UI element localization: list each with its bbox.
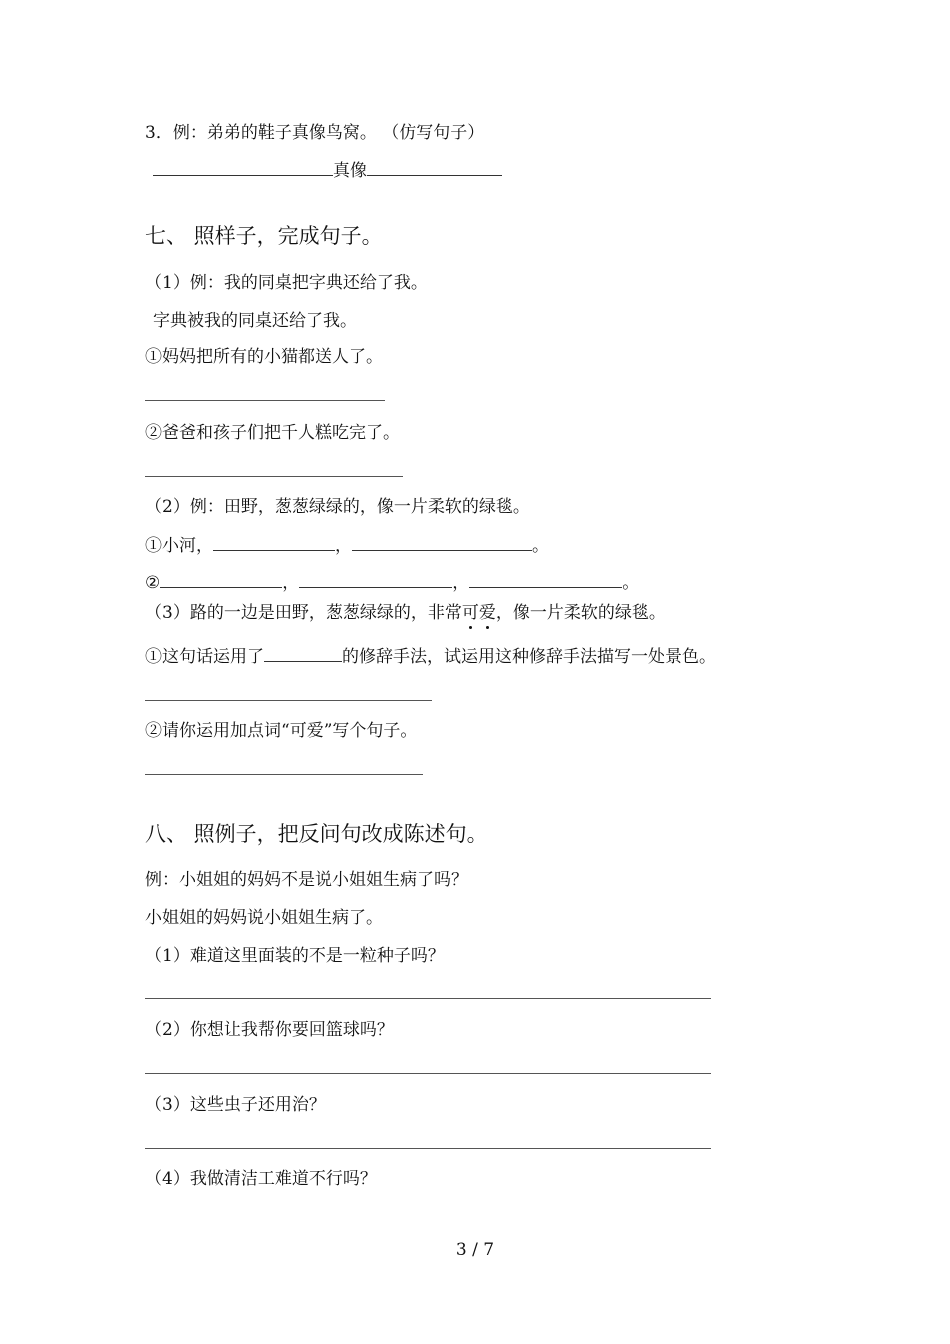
p3-text-part: （3）路的一边是田野，葱葱绿绿的，非常 (145, 603, 462, 623)
section-8-title: 八、 照例子，把反问句改成陈述句。 (145, 822, 488, 846)
q3-prompt: 3．例：弟弟的鞋子真像鸟窝。 （仿写句子） (145, 123, 485, 143)
answer-line[interactable] (145, 1148, 711, 1149)
sec8-item-3: （3）这些虫子还用治？ (145, 1095, 326, 1115)
answer-line[interactable] (145, 476, 403, 477)
sec7-p1-item1: ①妈妈把所有的小猫都送人了。 (145, 347, 383, 367)
fill-blank[interactable] (469, 572, 622, 588)
p3-item1-part: ①这句话运用了 (145, 647, 264, 667)
sec7-p3-text (145, 602, 666, 624)
comma: ， (282, 573, 300, 593)
sec8-item-2: （2）你想让我帮你要回篮球吗？ (145, 1020, 394, 1040)
period: 。 (622, 573, 640, 593)
page-number: 3 / 7 (455, 1240, 495, 1260)
sec7-p1-example: （1）例：我的同桌把字典还给了我。 (145, 273, 428, 293)
emphasis-dot-char: 可 (461, 603, 479, 623)
sec7-p2-item2 (145, 572, 639, 594)
sec7-p1-item2: ②爸爸和孩子们把千人糕吃完了。 (145, 423, 400, 443)
sec8-item-4: （4）我做清洁工难道不行吗？ (145, 1169, 377, 1189)
p3-item1-part: 的修辞手法，试运用这种修辞手法描写一处景色。 (342, 647, 716, 667)
fill-blank[interactable] (352, 535, 532, 551)
sec7-p2-item1 (145, 535, 549, 557)
answer-line[interactable] (145, 1073, 711, 1074)
answer-line[interactable] (145, 400, 385, 401)
section-7-title: 七、 照样子，完成句子。 (145, 224, 383, 248)
period: 。 (532, 536, 549, 556)
q3-fill-line (153, 160, 502, 182)
sec7-p1-answer: 字典被我的同桌还给了我。 (153, 311, 357, 331)
answer-line[interactable] (145, 998, 711, 999)
fill-blank[interactable] (213, 535, 335, 551)
item-start: ② (145, 573, 161, 593)
sec8-item-1: （1）难道这里面装的不是一粒种子吗？ (145, 946, 445, 966)
sec8-example-answer: 小姐姐的妈妈说小姐姐生病了。 (145, 908, 383, 928)
p3-text-part: ，像一片柔软的绿毯。 (495, 603, 666, 623)
comma: ， (335, 536, 352, 556)
sec7-p3-item2: ②请你运用加点词“可爱”写个句子。 (145, 721, 418, 741)
q3-fill-middle: 真像 (333, 161, 367, 181)
comma: ， (452, 573, 470, 593)
q3-blank-2[interactable] (367, 160, 502, 176)
fill-blank[interactable] (299, 572, 452, 588)
q3-blank-1[interactable] (153, 160, 333, 176)
sec7-p3-item1 (145, 646, 716, 668)
answer-line[interactable] (145, 774, 423, 775)
item-start: ①小河， (145, 536, 213, 556)
answer-line[interactable] (145, 700, 432, 701)
sec7-p2-example: （2）例：田野，葱葱绿绿的，像一片柔软的绿毯。 (145, 497, 530, 517)
emphasis-dot-char: 爱 (478, 603, 496, 623)
fill-blank[interactable] (160, 572, 282, 588)
sec8-example-question: 例：小姐姐的妈妈不是说小姐姐生病了吗？ (145, 870, 468, 890)
fill-blank[interactable] (264, 646, 342, 662)
